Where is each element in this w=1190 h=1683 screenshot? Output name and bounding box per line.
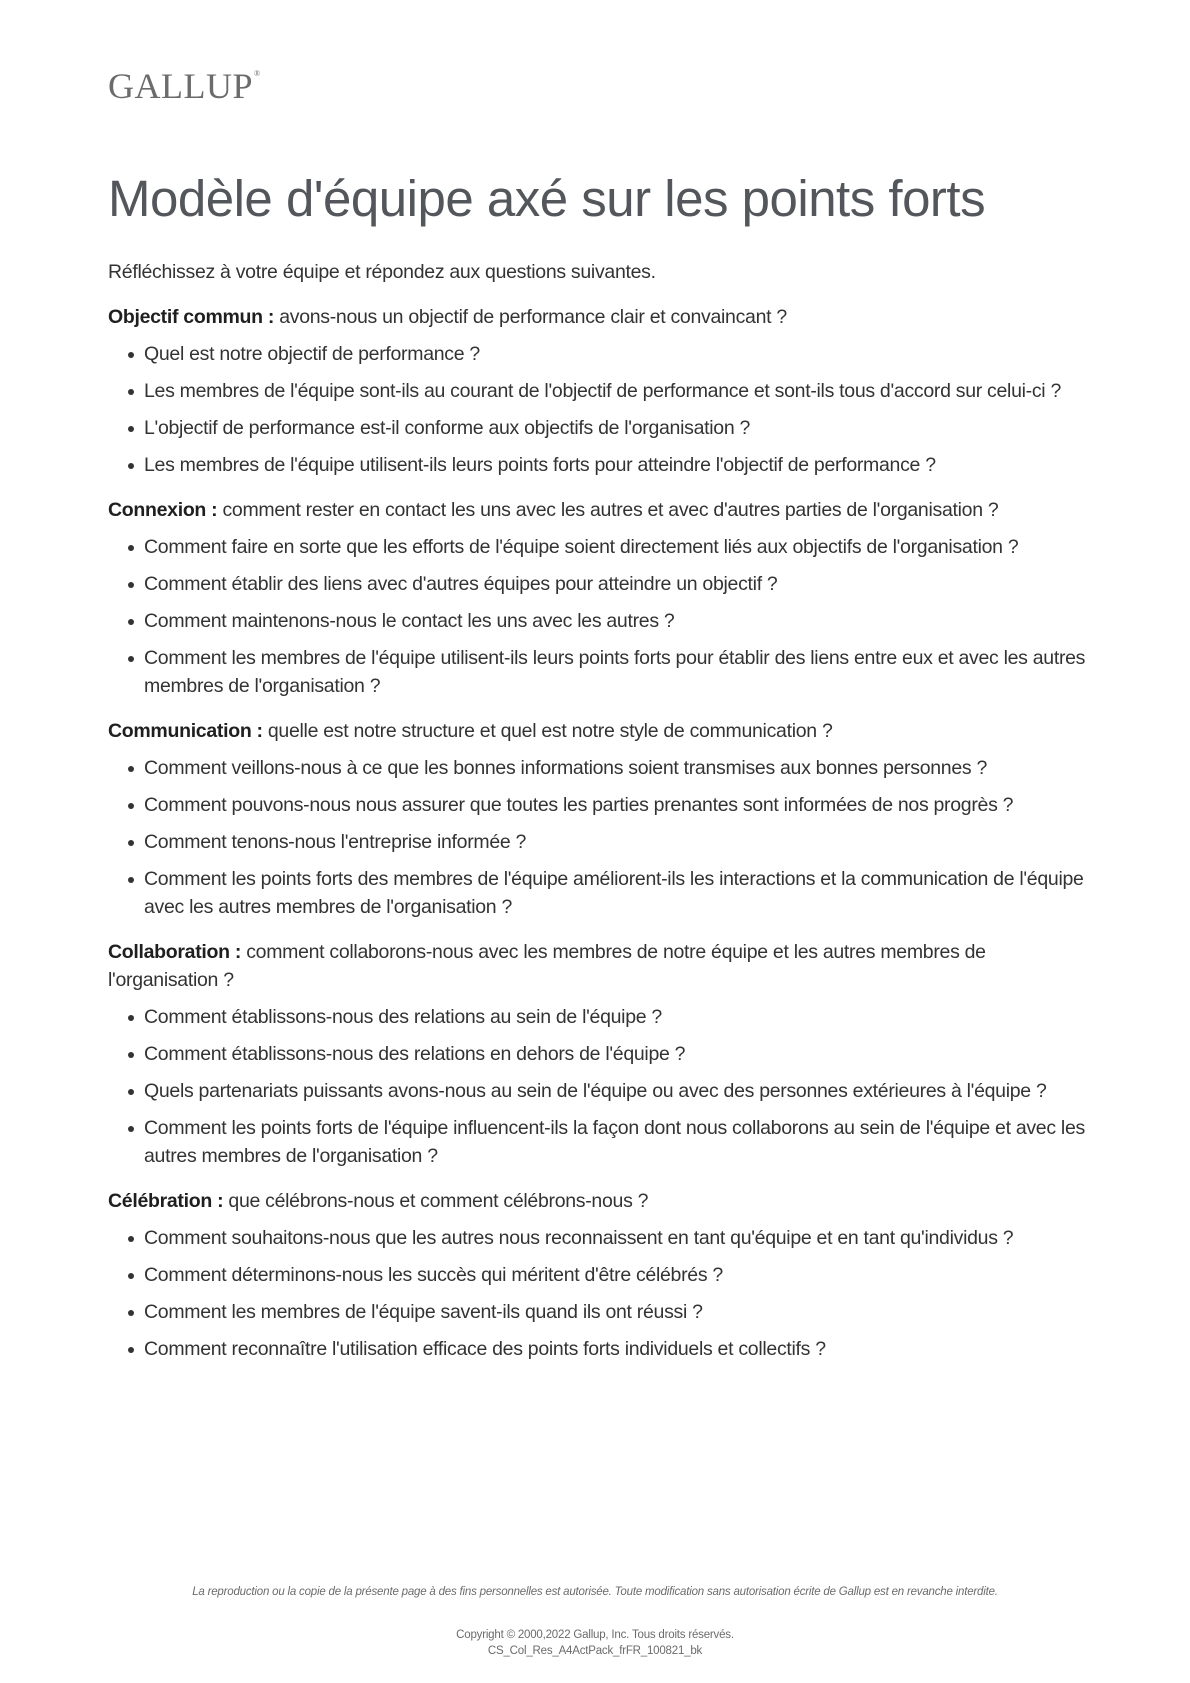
question-list (108, 340, 1088, 479)
section-question: avons-nous un objectif de performance clair et convaincant ? (274, 306, 787, 328)
list-item: Quels partenariats puissants avons-nous au sein de l'équipe ou avec des personnes extérieures à l'équipe ? (108, 1077, 1088, 1105)
section-label: Collaboration : (108, 941, 242, 963)
question-list (108, 1224, 1088, 1363)
list-item: Comment veillons-nous à ce que les bonnes informations soient transmises aux bonnes personnes ? (108, 754, 1088, 782)
logo-text: GALLUP (108, 66, 253, 106)
list-item: L'objectif de performance est-il conforme aux objectifs de l'organisation ? (108, 414, 1088, 442)
section-heading (108, 938, 1088, 994)
list-item: Les membres de l'équipe sont-ils au courant de l'objectif de performance et sont-ils tous d'accord sur celui-ci ? (108, 377, 1088, 405)
section-communication (108, 717, 1088, 921)
list-item: Comment reconnaître l'utilisation efficace des points forts individuels et collectifs ? (108, 1335, 1088, 1363)
document-code: CS_Col_Res_A4ActPack_frFR_100821_bk (487, 1645, 703, 1657)
list-item: Comment déterminons-nous les succès qui méritent d'être célébrés ? (108, 1261, 1088, 1289)
section-question: comment collaborons-nous avec les membres de notre équipe et les autres membres de l'organisation ? (108, 941, 986, 991)
list-item: Comment les membres de l'équipe savent-ils quand ils ont réussi ? (108, 1298, 1088, 1326)
list-item: Quel est notre objectif de performance ? (108, 340, 1088, 368)
section-heading (108, 303, 1088, 331)
section-celebration (108, 1187, 1088, 1363)
intro-text: Réfléchissez à votre équipe et répondez aux questions suivantes. (108, 261, 656, 283)
list-item: Comment tenons-nous l'entreprise informée ? (108, 828, 1088, 856)
list-item: Comment établissons-nous des relations en dehors de l'équipe ? (108, 1040, 1088, 1068)
list-item: Comment établir des liens avec d'autres équipes pour atteindre un objectif ? (108, 570, 1088, 598)
copyright-block (0, 1627, 1190, 1659)
list-item: Comment les points forts de l'équipe influencent-ils la façon dont nous collaborons au sein de l'équipe et avec les autres membres de l'organisation ? (108, 1114, 1088, 1170)
list-item: Comment les points forts des membres de l'équipe améliorent-ils les interactions et la communication de l'équipe avec les autres membres de l'organisation ? (108, 865, 1088, 921)
list-item: Comment les membres de l'équipe utilisent-ils leurs points forts pour établir des liens entre eux et avec les autres membres de l'organisation ? (108, 644, 1088, 700)
gallup-logo (108, 68, 261, 104)
list-item: Comment pouvons-nous nous assurer que toutes les parties prenantes sont informées de nos progrès ? (108, 791, 1088, 819)
section-connexion (108, 496, 1088, 700)
list-item: Comment souhaitons-nous que les autres nous reconnaissent en tant qu'équipe et en tant qu'individus ? (108, 1224, 1088, 1252)
list-item: Comment établissons-nous des relations au sein de l'équipe ? (108, 1003, 1088, 1031)
section-heading (108, 717, 1088, 745)
question-list (108, 1003, 1088, 1170)
list-item: Comment faire en sorte que les efforts de l'équipe soient directement liés aux objectifs de l'organisation ? (108, 533, 1088, 561)
page-title: Modèle d'équipe axé sur les points forts (108, 170, 986, 227)
section-question: que célébrons-nous et comment célébrons-nous ? (223, 1190, 649, 1212)
question-list (108, 754, 1088, 921)
section-label: Objectif commun : (108, 306, 275, 328)
section-objectif-commun (108, 303, 1088, 479)
copyright-text: Copyright © 2000,2022 Gallup, Inc. Tous droits réservés. (456, 1629, 734, 1641)
section-label: Célébration : (108, 1190, 224, 1212)
registered-mark: ® (254, 69, 261, 78)
section-question: comment rester en contact les uns avec les autres et avec d'autres parties de l'organisation ? (217, 499, 999, 521)
list-item: Comment maintenons-nous le contact les uns avec les autres ? (108, 607, 1088, 635)
section-label: Communication : (108, 720, 263, 742)
section-collaboration (108, 938, 1088, 1170)
section-heading (108, 496, 1088, 524)
question-list (108, 533, 1088, 700)
document-body (108, 258, 1088, 1380)
section-heading (108, 1187, 1088, 1215)
list-item: Les membres de l'équipe utilisent-ils leurs points forts pour atteindre l'objectif de performance ? (108, 451, 1088, 479)
section-label: Connexion : (108, 499, 218, 521)
reproduction-notice: La reproduction ou la copie de la présente page à des fins personnelles est autorisée. Toute modification sans autorisation écrite de Gallup est en revanche interdite. (192, 1586, 998, 1598)
section-question: quelle est notre structure et quel est notre style de communication ? (262, 720, 833, 742)
